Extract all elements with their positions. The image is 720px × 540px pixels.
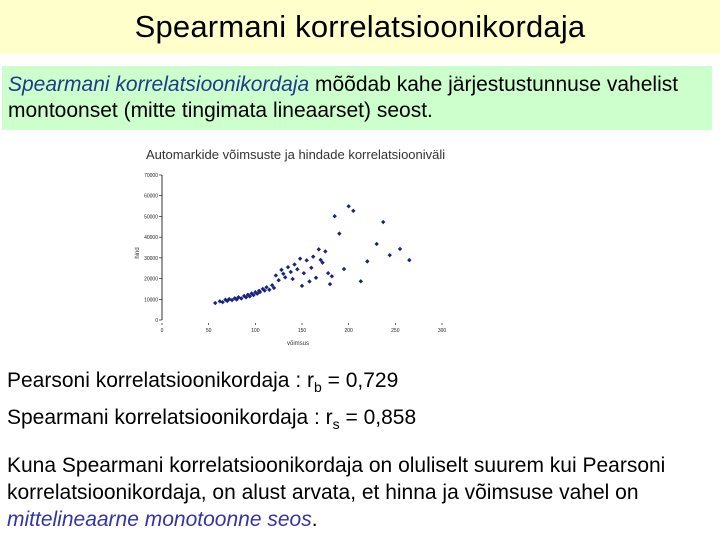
- spearman-value: = 0,858: [339, 406, 417, 429]
- data-point: [311, 254, 315, 258]
- data-point: [388, 253, 392, 257]
- spearman-subscript: s: [332, 416, 340, 433]
- data-point: [286, 265, 290, 269]
- x-tick-label: 300: [437, 328, 447, 334]
- data-point: [283, 275, 287, 279]
- data-point: [279, 268, 283, 272]
- conclusion-body: Kuna Spearmani korrelatsioonikordaja on oluliselt suurem kui Pearsoni korrelatsioonikordaja, on alust arvata, et hinna ja võimsuse vahel on: [7, 454, 666, 504]
- data-point: [304, 258, 308, 262]
- y-tick-label: 30000: [144, 255, 158, 262]
- x-tick-label: 50: [205, 328, 212, 334]
- chart-points: [213, 204, 412, 305]
- data-point: [328, 282, 332, 286]
- chart-y-axis-label: hind: [135, 247, 141, 259]
- data-point: [342, 267, 346, 271]
- scatter-chart: [130, 165, 460, 350]
- x-tick-label: 150: [297, 328, 307, 334]
- y-tick-label: 20000: [144, 276, 158, 283]
- x-tick-label: 0: [160, 328, 164, 334]
- y-tick-label: 40000: [144, 235, 158, 242]
- definition-text: [8, 72, 708, 124]
- spearman-stat: [7, 406, 416, 432]
- x-tick-label: 100: [251, 328, 260, 334]
- data-point: [407, 258, 411, 262]
- data-point: [326, 271, 330, 275]
- data-point: [332, 214, 336, 218]
- pearson-subscript: b: [313, 379, 322, 396]
- definition-rest: mõõdab kahe järjestustunnuse vahelist montoonset (mitte tingimata lineaarset) seost.: [8, 73, 679, 122]
- data-point: [300, 284, 304, 288]
- data-point: [346, 204, 350, 208]
- y-tick-label: 60000: [144, 193, 158, 200]
- data-point: [295, 267, 299, 271]
- data-point: [314, 276, 318, 280]
- definition-term: Spearmani korrelatsioonikordaja: [8, 73, 310, 96]
- data-point: [365, 259, 369, 263]
- chart-x-axis-label: võimsus: [286, 341, 310, 347]
- pearson-label: Pearsoni korrelatsioonikordaja : r: [7, 369, 314, 392]
- data-point: [398, 247, 402, 251]
- conclusion-end: .: [311, 508, 318, 531]
- data-point: [317, 247, 321, 251]
- data-point: [330, 274, 334, 278]
- title-band: [0, 0, 720, 54]
- data-point: [289, 270, 293, 274]
- spearman-label: Spearmani korrelatsioonikordaja : r: [7, 406, 333, 429]
- conclusion-text: [7, 452, 707, 533]
- y-tick-label: 50000: [144, 214, 158, 221]
- y-tick-label: 10000: [144, 297, 158, 304]
- data-point: [267, 288, 271, 292]
- data-point: [381, 220, 385, 224]
- chart-title: Automarkide võimsuste ja hindade korrelatsiooniväli: [146, 147, 446, 162]
- y-tick-label: 0: [155, 318, 158, 324]
- data-point: [302, 271, 306, 275]
- data-point: [359, 279, 363, 283]
- pearson-stat: [7, 369, 398, 395]
- pearson-value: = 0,729: [321, 369, 399, 392]
- data-point: [290, 277, 294, 281]
- data-point: [213, 301, 217, 305]
- data-point: [374, 242, 378, 246]
- definition-box: [2, 66, 712, 130]
- chart-tick-labels: [144, 173, 446, 334]
- y-tick-label: 70000: [144, 173, 158, 179]
- data-point: [337, 231, 341, 235]
- data-point: [307, 279, 311, 283]
- data-point: [292, 262, 296, 266]
- data-point: [309, 266, 313, 270]
- data-point: [281, 272, 285, 276]
- data-point: [274, 273, 278, 277]
- slide-title: Spearmani korrelatsioonikordaja: [134, 9, 586, 44]
- x-tick-label: 200: [344, 328, 353, 334]
- conclusion-highlight: mittelineaarne monotoonne seos: [7, 508, 312, 531]
- data-point: [351, 209, 355, 213]
- data-point: [323, 249, 327, 253]
- data-point: [276, 278, 280, 282]
- data-point: [298, 256, 302, 260]
- x-tick-label: 250: [391, 328, 400, 334]
